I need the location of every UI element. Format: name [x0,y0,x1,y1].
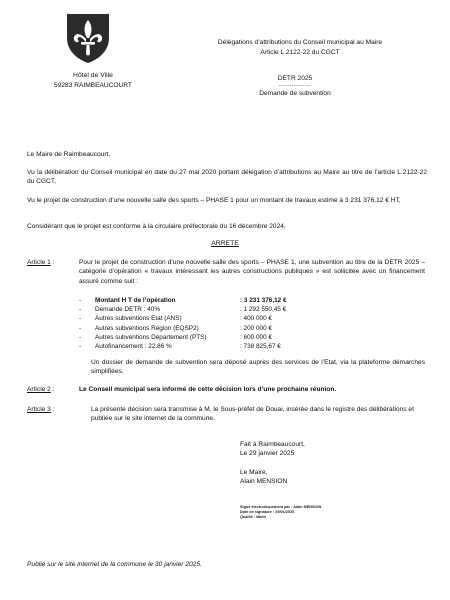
article-3-sep: : [50,406,55,413]
cert-signer: Signé électroniquement par : Alain MENSION [240,505,322,509]
article-3-text: La présente décision sera transmise à M. le Sous-préfet de Douai, insérée dans le registre des délibérations et publiée sur le site internet de la commune. [91,406,414,423]
signature-name: Alain MENSION [240,478,288,486]
list-item: - Autres subventions Département (PTS) : 600 000 € [79,333,425,342]
list-item: - Demande DETR : 40% : 1 292 550,45 € [79,305,425,314]
signature-place: Fait à Raimbeaucourt, [240,441,305,448]
signature-role: Le Maire, [240,468,268,476]
item-value: : 738 825,67 € [240,342,281,350]
cert-quality: Qualité : Maire [240,515,267,520]
item-value: : 600 000 € [240,333,272,341]
item-label: Autofinancement : 22.86 % [95,342,172,350]
vu-paragraph-2: Vu le projet de construction d’une nouvelle salle des sports – PHASE 1 pour un montant de travaux estimé à 3 231 376,12 € HT, [27,197,401,204]
delegation-header [180,38,420,57]
list-item: - Montant H T de l’opération : 3 231 376,12 € [79,296,425,305]
item-label: Autres subventions Région (EQSP2) [95,324,199,332]
detr-title: DETR 2025 [277,75,313,82]
list-item: - Autofinancement : 22.86 % : 738 825,67 € [79,342,425,351]
detr-separator: --------------- [278,83,312,89]
item-label: Demande DETR : 40% [95,306,160,314]
town-hall-name: Hôtel de Ville [73,72,113,79]
arrete-heading: ARRETE [211,240,239,247]
town-hall-address [28,71,158,91]
article-2-text: Le Conseil municipal sera informé de cette décision lors d’une prochaine réunion. [79,386,337,393]
publication-note: Publié sur le site internet de la commune le 30 janvier 2025. [27,561,202,568]
article-1-label-text: Article 1 [27,259,51,266]
article-2-label-text: Article 2 [27,386,51,393]
article-1-sep: : [50,259,55,266]
article-1-text: Pour le projet de construction d’une nouvelle salle des sports – PHASE 1, une subvention au titre de la DETR 2025 – catégorie d’opération « travaux intéressant les autres constructions publiques » est sollicitée avec un financement assuré comme suit : [79,259,425,285]
article-2-label [27,385,55,394]
article-2-sep: : [50,386,55,393]
signature-date: Le 29 janvier 2025 [240,450,295,458]
vu-paragraph-1: Vu la délibération du Conseil municipal en date du 27 mai 2020 portant délégation d’attributions au Maire au titre de l’article L.2122-22 du CGCT, [27,169,427,186]
item-value: : 1 292 550,45 € [240,306,287,314]
cert-date: Date de signature : 29/01/2025 [240,510,295,515]
item-value: : 3 231 376,12 € [240,297,287,304]
electronic-signature-certificate [240,505,420,521]
article-3-label [27,405,55,414]
item-label: Autres subventions Etat (ANS) [95,315,182,323]
detr-header [230,74,360,98]
fleur-de-lis-icon [65,12,111,64]
financing-list [79,296,425,351]
list-item: - Autres subventions Etat (ANS) : 400 000 € [79,314,425,323]
detr-subtitle: Demande de subvention [259,90,331,97]
town-hall-postcode: 59283 RAIMBEAUCOURT [54,82,132,89]
salutation: Le Maire de Raimbeaucourt, [27,151,111,158]
article-1-footer: Un dossier de demande de subvention sera déposé auprès des services de l’Etat, via la plateforme démarches simplifiées. [91,359,425,376]
delegation-title: Délégations d’attributions du Conseil municipal au Maire [217,39,383,46]
item-label: Montant H T de l’opération [95,297,176,304]
signature-block [240,440,420,487]
item-value: : 200 000 € [240,324,272,332]
considerant-paragraph: Considérant que le projet est conforme à la circulaire préfectorale du 16 décembre 2024, [27,223,286,230]
article-1-label [27,258,55,267]
delegation-article: Article L 2122-22 du CGCT [260,48,340,56]
item-label: Autres subventions Département (PTS) [95,333,207,341]
coat-of-arms-logo [65,12,111,64]
list-item: - Autres subventions Région (EQSP2) : 200 000 € [79,324,425,333]
item-value: : 400 000 € [240,315,272,323]
article-3-label-text: Article 3 [27,406,51,413]
